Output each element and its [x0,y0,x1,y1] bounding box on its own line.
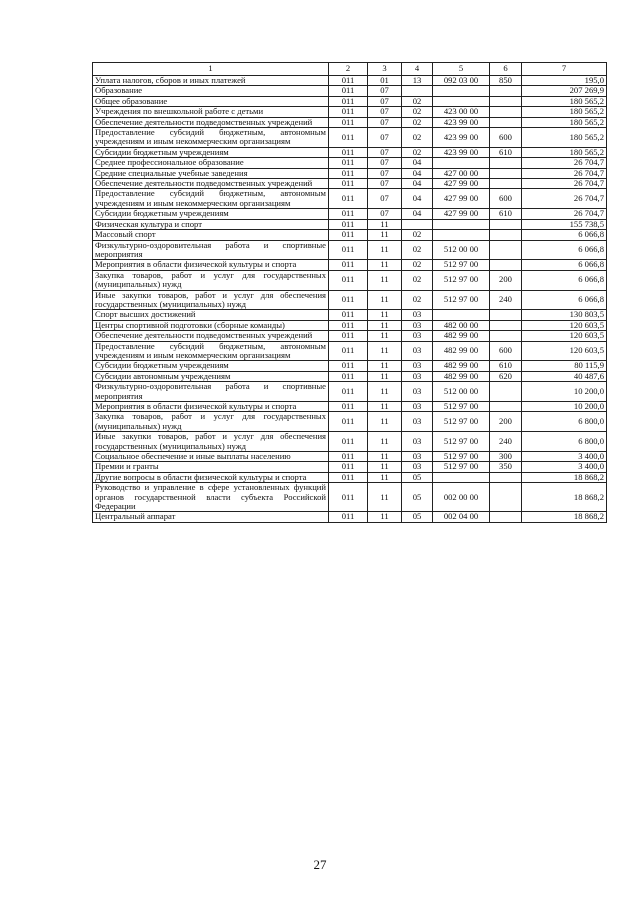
row-section-code: 11 [368,472,402,482]
row-amount: 6 066,8 [522,260,607,270]
row-ministry-code: 011 [329,117,368,127]
row-target-article-code [433,158,490,168]
row-ministry-code: 011 [329,483,368,512]
row-subsection-code: 02 [402,270,433,290]
row-section-code: 11 [368,361,402,371]
row-subsection-code: 02 [402,117,433,127]
table-row [93,371,607,381]
row-name: Предоставление субсидий бюджетным, автономным учреждениям и иным некоммерческим организациям [93,128,329,148]
row-expense-type-code [490,179,522,189]
row-amount: 180 565,2 [522,96,607,106]
row-name: Предоставление субсидий бюджетным, автономным учреждениям и иным некоммерческим организациям [93,189,329,209]
row-section-code: 07 [368,189,402,209]
row-target-article-code: 427 99 00 [433,209,490,219]
row-ministry-code: 011 [329,209,368,219]
row-expense-type-code: 600 [490,341,522,361]
row-ministry-code: 011 [329,341,368,361]
row-name: Закупка товаров, работ и услуг для государственных (муниципальных) нужд [93,270,329,290]
row-expense-type-code [490,472,522,482]
row-section-code: 11 [368,412,402,432]
row-name: Мероприятия в области физической культуры и спорта [93,260,329,270]
row-section-code: 07 [368,86,402,96]
row-amount: 10 200,0 [522,402,607,412]
row-target-article-code: 427 99 00 [433,179,490,189]
row-section-code: 11 [368,290,402,310]
row-name: Иные закупки товаров, работ и услуг для обеспечения государственных (муниципальных) нужд [93,432,329,452]
row-amount: 3 400,0 [522,462,607,472]
row-amount: 6 066,8 [522,290,607,310]
row-subsection-code: 03 [402,452,433,462]
row-amount: 18 868,2 [522,483,607,512]
row-name: Другие вопросы в области физической культуры и спорта [93,472,329,482]
row-ministry-code: 011 [329,412,368,432]
column-header: 1 [93,63,329,76]
row-subsection-code: 02 [402,107,433,117]
row-expense-type-code [490,86,522,96]
table-row [93,402,607,412]
row-target-article-code: 423 00 00 [433,107,490,117]
row-name: Субсидии бюджетным учреждениям [93,209,329,219]
row-name: Центры спортивной подготовки (сборные команды) [93,320,329,330]
row-section-code: 07 [368,107,402,117]
table-row [93,341,607,361]
row-amount: 120 603,5 [522,341,607,361]
row-subsection-code: 02 [402,96,433,106]
row-name: Учреждения по внешкольной работе с детьми [93,107,329,117]
budget-table [92,62,607,523]
row-amount: 120 603,5 [522,331,607,341]
row-ministry-code: 011 [329,147,368,157]
row-target-article-code: 423 99 00 [433,128,490,148]
row-expense-type-code [490,96,522,106]
row-subsection-code: 02 [402,147,433,157]
row-subsection-code: 05 [402,483,433,512]
row-target-article-code: 427 00 00 [433,168,490,178]
table-row [93,168,607,178]
page-number: 27 [313,857,327,872]
column-header: 7 [522,63,607,76]
row-ministry-code: 011 [329,472,368,482]
row-expense-type-code [490,240,522,260]
row-target-article-code: 482 99 00 [433,341,490,361]
row-amount: 26 704,7 [522,168,607,178]
row-subsection-code: 03 [402,371,433,381]
row-ministry-code: 011 [329,310,368,320]
row-subsection-code: 04 [402,209,433,219]
table-row [93,260,607,270]
row-amount: 195,0 [522,76,607,86]
table-row [93,432,607,452]
row-section-code: 11 [368,230,402,240]
row-target-article-code: 512 97 00 [433,290,490,310]
row-target-article-code [433,86,490,96]
row-section-code: 11 [368,371,402,381]
row-subsection-code: 04 [402,189,433,209]
row-section-code: 01 [368,76,402,86]
row-subsection-code: 03 [402,320,433,330]
row-ministry-code: 011 [329,382,368,402]
column-header: 6 [490,63,522,76]
row-expense-type-code [490,260,522,270]
row-section-code: 11 [368,462,402,472]
table-row [93,361,607,371]
row-section-code: 11 [368,432,402,452]
row-amount: 26 704,7 [522,158,607,168]
row-amount: 180 565,2 [522,128,607,148]
row-section-code: 11 [368,382,402,402]
column-header: 3 [368,63,402,76]
row-target-article-code: 512 97 00 [433,462,490,472]
row-target-article-code: 482 99 00 [433,331,490,341]
row-subsection-code: 02 [402,230,433,240]
row-amount: 26 704,7 [522,209,607,219]
row-expense-type-code: 850 [490,76,522,86]
row-ministry-code: 011 [329,361,368,371]
row-expense-type-code: 350 [490,462,522,472]
row-expense-type-code [490,219,522,229]
row-ministry-code: 011 [329,240,368,260]
row-expense-type-code [490,168,522,178]
table-row [93,128,607,148]
table-row [93,472,607,482]
row-target-article-code: 092 03 00 [433,76,490,86]
row-target-article-code: 423 99 00 [433,117,490,127]
row-section-code: 11 [368,320,402,330]
row-name: Обеспечение деятельности подведомственных учреждений [93,331,329,341]
table-row [93,117,607,127]
row-name: Физическая культура и спорт [93,219,329,229]
row-name: Закупка товаров, работ и услуг для государственных (муниципальных) нужд [93,412,329,432]
row-section-code: 11 [368,219,402,229]
row-name: Массовый спорт [93,230,329,240]
row-target-article-code: 512 97 00 [433,432,490,452]
row-expense-type-code: 600 [490,189,522,209]
row-subsection-code: 03 [402,412,433,432]
row-target-article-code: 482 99 00 [433,371,490,381]
row-section-code: 11 [368,483,402,512]
row-section-code: 11 [368,452,402,462]
table-body [93,76,607,523]
row-target-article-code [433,472,490,482]
row-expense-type-code: 600 [490,128,522,148]
row-name: Руководство и управление в сфере установленных функций органов государственной власти субъекта Российской Федерации [93,483,329,512]
table-row [93,483,607,512]
row-amount: 6 800,0 [522,432,607,452]
row-ministry-code: 011 [329,107,368,117]
row-section-code: 11 [368,240,402,260]
table-row [93,290,607,310]
row-expense-type-code: 300 [490,452,522,462]
row-name: Субсидии бюджетным учреждениям [93,147,329,157]
row-target-article-code: 482 99 00 [433,361,490,371]
row-amount: 6 066,8 [522,240,607,260]
row-section-code: 07 [368,128,402,148]
row-name: Уплата налогов, сборов и иных платежей [93,76,329,86]
row-expense-type-code [490,483,522,512]
row-ministry-code: 011 [329,402,368,412]
table-row [93,310,607,320]
table-row [93,462,607,472]
table-row [93,209,607,219]
table-row [93,230,607,240]
row-subsection-code: 03 [402,310,433,320]
row-target-article-code [433,230,490,240]
row-target-article-code: 002 00 00 [433,483,490,512]
row-expense-type-code [490,402,522,412]
row-ministry-code: 011 [329,462,368,472]
row-subsection-code: 04 [402,158,433,168]
document-page [92,62,606,523]
row-target-article-code: 423 99 00 [433,147,490,157]
row-expense-type-code [490,158,522,168]
row-section-code: 07 [368,168,402,178]
row-subsection-code: 04 [402,168,433,178]
row-ministry-code: 011 [329,512,368,522]
row-amount: 6 800,0 [522,412,607,432]
row-expense-type-code: 200 [490,270,522,290]
row-section-code: 07 [368,117,402,127]
row-subsection-code: 04 [402,179,433,189]
row-target-article-code: 512 97 00 [433,270,490,290]
row-amount: 6 066,8 [522,230,607,240]
row-target-article-code: 512 00 00 [433,240,490,260]
row-amount: 26 704,7 [522,179,607,189]
row-section-code: 07 [368,96,402,106]
row-name: Обеспечение деятельности подведомственных учреждений [93,117,329,127]
table-row [93,179,607,189]
row-amount: 155 738,5 [522,219,607,229]
row-expense-type-code: 610 [490,361,522,371]
row-target-article-code: 002 04 00 [433,512,490,522]
row-ministry-code: 011 [329,219,368,229]
row-ministry-code: 011 [329,432,368,452]
table-row [93,158,607,168]
row-ministry-code: 011 [329,96,368,106]
table-row [93,189,607,209]
column-header: 2 [329,63,368,76]
row-ministry-code: 011 [329,179,368,189]
row-target-article-code: 482 00 00 [433,320,490,330]
row-subsection-code [402,219,433,229]
row-ministry-code: 011 [329,230,368,240]
row-subsection-code: 03 [402,341,433,361]
row-expense-type-code: 240 [490,290,522,310]
row-amount: 180 565,2 [522,147,607,157]
table-row [93,512,607,522]
row-name: Мероприятия в области физической культуры и спорта [93,402,329,412]
row-target-article-code: 512 97 00 [433,412,490,432]
row-expense-type-code: 240 [490,432,522,452]
row-subsection-code: 03 [402,382,433,402]
row-section-code: 11 [368,260,402,270]
row-name: Обеспечение деятельности подведомственных учреждений [93,179,329,189]
row-ministry-code: 011 [329,76,368,86]
row-target-article-code: 427 99 00 [433,189,490,209]
row-section-code: 07 [368,209,402,219]
row-target-article-code: 512 00 00 [433,382,490,402]
row-amount: 207 269,9 [522,86,607,96]
row-section-code: 11 [368,402,402,412]
table-row [93,96,607,106]
row-ministry-code: 011 [329,331,368,341]
row-subsection-code: 03 [402,402,433,412]
row-expense-type-code [490,382,522,402]
row-subsection-code: 02 [402,260,433,270]
row-section-code: 11 [368,310,402,320]
table-row [93,412,607,432]
row-name: Физкультурно-оздоровительная работа и спортивные мероприятия [93,240,329,260]
row-name: Физкультурно-оздоровительная работа и спортивные мероприятия [93,382,329,402]
row-expense-type-code: 620 [490,371,522,381]
row-name: Центральный аппарат [93,512,329,522]
row-amount: 40 487,6 [522,371,607,381]
row-subsection-code: 05 [402,512,433,522]
table-row [93,219,607,229]
column-header: 4 [402,63,433,76]
row-amount: 120 603,5 [522,320,607,330]
table-row [93,270,607,290]
row-section-code: 07 [368,158,402,168]
row-ministry-code: 011 [329,371,368,381]
row-section-code: 11 [368,331,402,341]
row-expense-type-code: 610 [490,209,522,219]
row-target-article-code: 512 97 00 [433,402,490,412]
row-name: Среднее профессиональное образование [93,158,329,168]
row-section-code: 11 [368,512,402,522]
row-expense-type-code: 610 [490,147,522,157]
row-name: Образование [93,86,329,96]
table-row [93,86,607,96]
row-section-code: 11 [368,341,402,361]
row-target-article-code [433,310,490,320]
row-expense-type-code [490,117,522,127]
row-target-article-code [433,96,490,106]
row-expense-type-code [490,512,522,522]
table-header-row [93,63,607,76]
row-amount: 130 803,5 [522,310,607,320]
row-subsection-code [402,86,433,96]
row-name: Субсидии бюджетным учреждениям [93,361,329,371]
row-name: Субсидии автономным учреждениям [93,371,329,381]
row-expense-type-code [490,230,522,240]
table-row [93,76,607,86]
table-row [93,147,607,157]
row-amount: 10 200,0 [522,382,607,402]
row-subsection-code: 03 [402,331,433,341]
row-expense-type-code: 200 [490,412,522,432]
row-subsection-code: 02 [402,240,433,260]
row-name: Средние специальные учебные заведения [93,168,329,178]
row-ministry-code: 011 [329,320,368,330]
row-name: Премии и гранты [93,462,329,472]
row-ministry-code: 011 [329,270,368,290]
row-ministry-code: 011 [329,290,368,310]
table-row [93,107,607,117]
column-header: 5 [433,63,490,76]
row-ministry-code: 011 [329,189,368,209]
row-subsection-code: 02 [402,128,433,148]
row-expense-type-code [490,310,522,320]
row-section-code: 07 [368,147,402,157]
row-subsection-code: 05 [402,472,433,482]
row-name: Иные закупки товаров, работ и услуг для обеспечения государственных (муниципальных) нужд [93,290,329,310]
row-subsection-code: 13 [402,76,433,86]
table-row [93,452,607,462]
row-amount: 180 565,2 [522,117,607,127]
row-expense-type-code [490,331,522,341]
row-target-article-code: 512 97 00 [433,260,490,270]
row-name: Предоставление субсидий бюджетным, автономным учреждениям и иным некоммерческим организациям [93,341,329,361]
row-name: Социальное обеспечение и иные выплаты населению [93,452,329,462]
row-name: Общее образование [93,96,329,106]
row-amount: 6 066,8 [522,270,607,290]
row-target-article-code [433,219,490,229]
table-row [93,320,607,330]
row-target-article-code: 512 97 00 [433,452,490,462]
row-ministry-code: 011 [329,260,368,270]
row-amount: 3 400,0 [522,452,607,462]
row-ministry-code: 011 [329,452,368,462]
row-amount: 18 868,2 [522,472,607,482]
row-subsection-code: 02 [402,290,433,310]
row-expense-type-code [490,107,522,117]
row-amount: 18 868,2 [522,512,607,522]
table-row [93,331,607,341]
row-section-code: 11 [368,270,402,290]
table-row [93,240,607,260]
row-name: Спорт высших достижений [93,310,329,320]
row-amount: 180 565,2 [522,107,607,117]
row-ministry-code: 011 [329,86,368,96]
row-section-code: 07 [368,179,402,189]
row-ministry-code: 011 [329,168,368,178]
row-amount: 26 704,7 [522,189,607,209]
row-subsection-code: 03 [402,361,433,371]
row-amount: 80 115,9 [522,361,607,371]
row-expense-type-code [490,320,522,330]
row-ministry-code: 011 [329,158,368,168]
row-subsection-code: 03 [402,432,433,452]
table-row [93,382,607,402]
row-subsection-code: 03 [402,462,433,472]
row-ministry-code: 011 [329,128,368,148]
